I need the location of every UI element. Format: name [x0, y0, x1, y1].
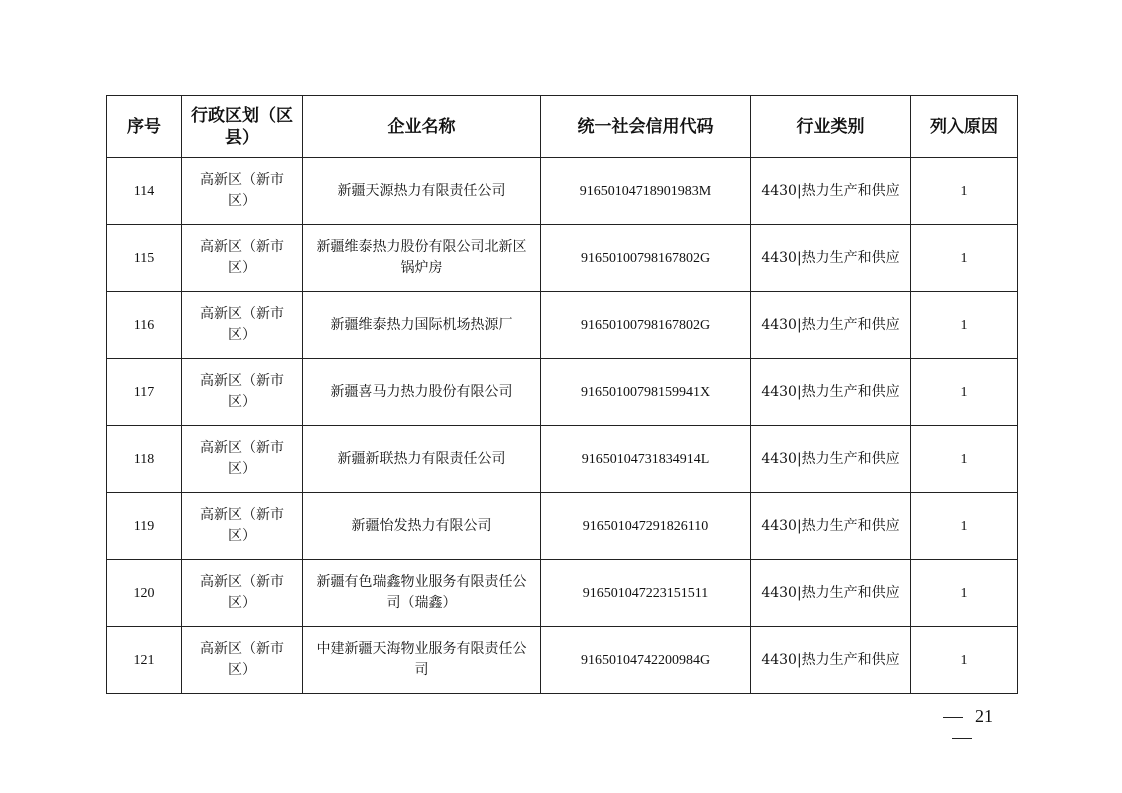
cell-industry: 4430|热力生产和供应 — [751, 493, 911, 560]
cell-credit-code: 91650100798167802G — [541, 292, 751, 359]
cell-district: 高新区（新市区） — [182, 158, 303, 225]
footer-dash-left — [943, 717, 963, 718]
cell-serial-no: 115 — [107, 225, 182, 292]
cell-serial-no: 117 — [107, 359, 182, 426]
header-company-name: 企业名称 — [303, 96, 541, 158]
header-reason: 列入原因 — [911, 96, 1018, 158]
header-serial-no: 序号 — [107, 96, 182, 158]
cell-reason: 1 — [911, 627, 1018, 694]
cell-reason: 1 — [911, 292, 1018, 359]
cell-company-name: 新疆有色瑞鑫物业服务有限责任公司（瑞鑫） — [303, 560, 541, 627]
header-credit-code: 统一社会信用代码 — [541, 96, 751, 158]
cell-industry: 4430|热力生产和供应 — [751, 292, 911, 359]
cell-serial-no: 114 — [107, 158, 182, 225]
cell-industry: 4430|热力生产和供应 — [751, 158, 911, 225]
cell-credit-code: 91650100798167802G — [541, 225, 751, 292]
cell-serial-no: 118 — [107, 426, 182, 493]
cell-district: 高新区（新市区） — [182, 359, 303, 426]
cell-industry: 4430|热力生产和供应 — [751, 225, 911, 292]
cell-district: 高新区（新市区） — [182, 493, 303, 560]
cell-company-name: 新疆怡发热力有限公司 — [303, 493, 541, 560]
cell-industry: 4430|热力生产和供应 — [751, 359, 911, 426]
footer-dash-right — [952, 738, 972, 739]
cell-serial-no: 120 — [107, 560, 182, 627]
cell-district: 高新区（新市区） — [182, 426, 303, 493]
header-district: 行政区划（区县） — [182, 96, 303, 158]
enterprise-table — [106, 95, 1018, 694]
cell-company-name: 新疆喜马力热力股份有限公司 — [303, 359, 541, 426]
cell-credit-code: 91650104718901983M — [541, 158, 751, 225]
cell-reason: 1 — [911, 493, 1018, 560]
cell-company-name: 新疆维泰热力股份有限公司北新区锅炉房 — [303, 225, 541, 292]
table-row — [107, 560, 1018, 627]
table-row — [107, 225, 1018, 292]
header-industry: 行业类别 — [751, 96, 911, 158]
cell-serial-no: 116 — [107, 292, 182, 359]
cell-reason: 1 — [911, 426, 1018, 493]
table-row — [107, 292, 1018, 359]
page-number: 21 — [975, 706, 993, 726]
cell-reason: 1 — [911, 560, 1018, 627]
cell-industry: 4430|热力生产和供应 — [751, 426, 911, 493]
cell-reason: 1 — [911, 225, 1018, 292]
cell-credit-code: 91650104742200984G — [541, 627, 751, 694]
cell-serial-no: 121 — [107, 627, 182, 694]
table-row — [107, 359, 1018, 426]
table-row — [107, 158, 1018, 225]
cell-serial-no: 119 — [107, 493, 182, 560]
table-row — [107, 426, 1018, 493]
cell-district: 高新区（新市区） — [182, 225, 303, 292]
table-row — [107, 627, 1018, 694]
cell-company-name: 新疆新联热力有限责任公司 — [303, 426, 541, 493]
page-footer — [912, 706, 1012, 748]
table-row — [107, 493, 1018, 560]
cell-credit-code: 91650100798159941X — [541, 359, 751, 426]
cell-district: 高新区（新市区） — [182, 292, 303, 359]
table-header-row — [107, 96, 1018, 158]
cell-credit-code: 91650104731834914L — [541, 426, 751, 493]
cell-district: 高新区（新市区） — [182, 627, 303, 694]
cell-reason: 1 — [911, 158, 1018, 225]
cell-credit-code: 916501047291826110 — [541, 493, 751, 560]
cell-industry: 4430|热力生产和供应 — [751, 627, 911, 694]
cell-industry: 4430|热力生产和供应 — [751, 560, 911, 627]
cell-reason: 1 — [911, 359, 1018, 426]
cell-credit-code: 916501047223151511 — [541, 560, 751, 627]
cell-company-name: 中建新疆天海物业服务有限责任公司 — [303, 627, 541, 694]
cell-company-name: 新疆维泰热力国际机场热源厂 — [303, 292, 541, 359]
cell-district: 高新区（新市区） — [182, 560, 303, 627]
cell-company-name: 新疆天源热力有限责任公司 — [303, 158, 541, 225]
